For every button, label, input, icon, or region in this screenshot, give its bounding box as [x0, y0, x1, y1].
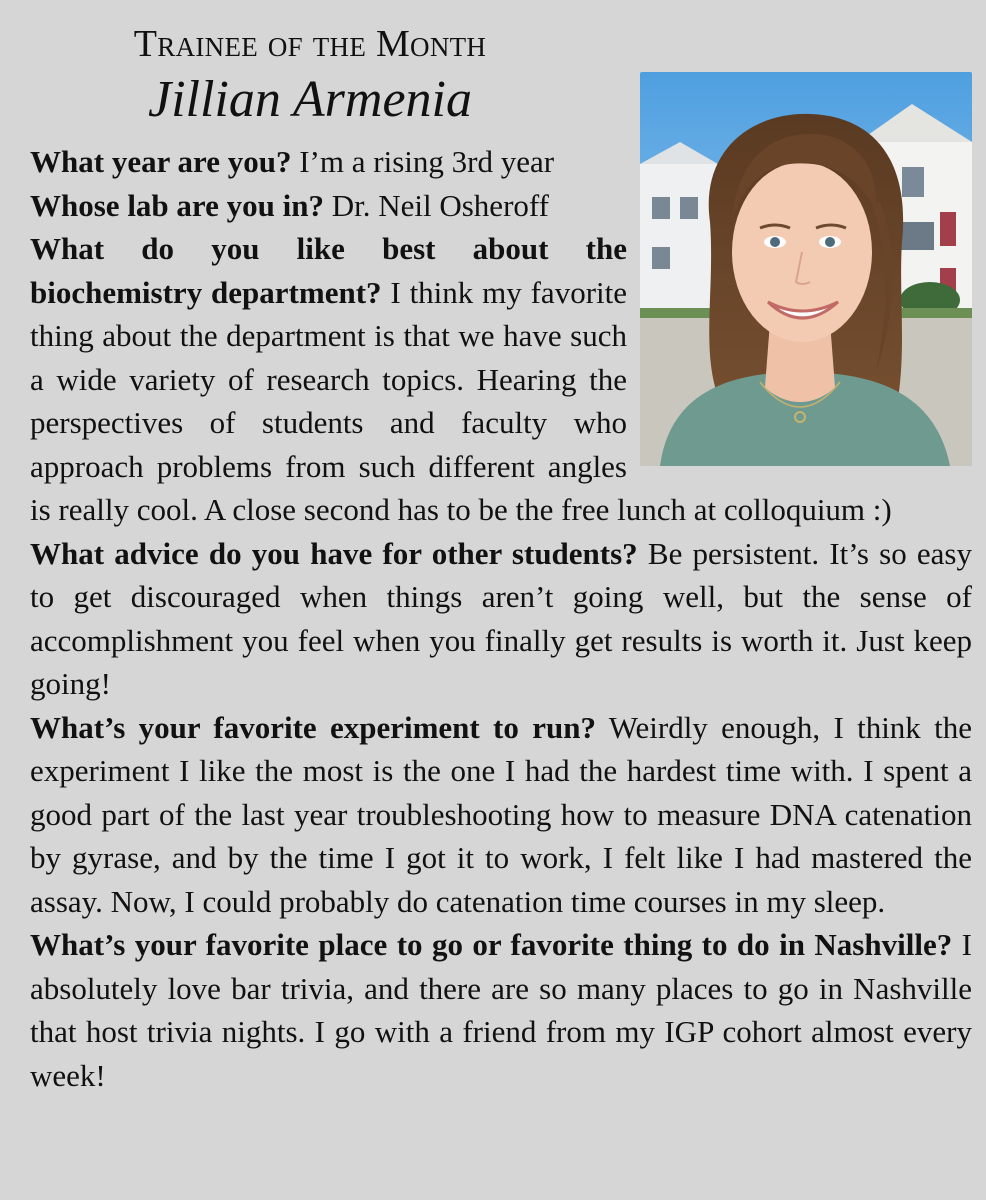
- answer: Dr. Neil Osheroff: [331, 187, 549, 223]
- qa-item: [30, 706, 972, 924]
- answer: Be persistent. It’s so easy to get discouraged when things aren’t going well, but the sense of accomplishment you feel when you finally get results is worth it. Just keep going!: [30, 535, 972, 701]
- question: What do you like best about the biochemistry department?: [30, 231, 627, 310]
- answer: I absolutely love bar trivia, and there are so many places to go in Nashville that host trivia nights. I go with a friend from my IGP cohort almost every week!: [30, 927, 972, 1093]
- section-kicker: Trainee of the Month: [133, 23, 487, 65]
- answer: I think my favorite thing about the department is that we have such a wide variety of research topics. Hearing the perspectives of students and faculty who approach problems from such different angles is really cool. A close second has to be the free lunch at colloquium :): [30, 274, 892, 527]
- question: What’s your favorite experiment to run?: [30, 709, 596, 745]
- question: What’s your favorite place to go or favorite thing to do in Nashville?: [30, 927, 953, 962]
- question: What advice do you have for other students?: [30, 535, 638, 571]
- question: Whose lab are you in?: [30, 187, 324, 223]
- qa-content: [30, 140, 972, 1097]
- question: What year are you?: [30, 144, 292, 179]
- trainee-name: Jillian Armenia: [147, 71, 472, 128]
- qa-item: [30, 532, 972, 706]
- answer: Weirdly enough, I think the experiment I like the most is the one I had the hardest time with. I spent a good part of the last year troubleshooting how to measure DNA catenation by gyrase, and by the time I got it to work, I felt like I had mastered the assay. Now, I could probably do catenation time courses in my sleep.: [30, 709, 972, 919]
- header: [30, 20, 590, 130]
- qa-item: [30, 923, 972, 1097]
- answer: I’m a rising 3rd year: [299, 144, 555, 179]
